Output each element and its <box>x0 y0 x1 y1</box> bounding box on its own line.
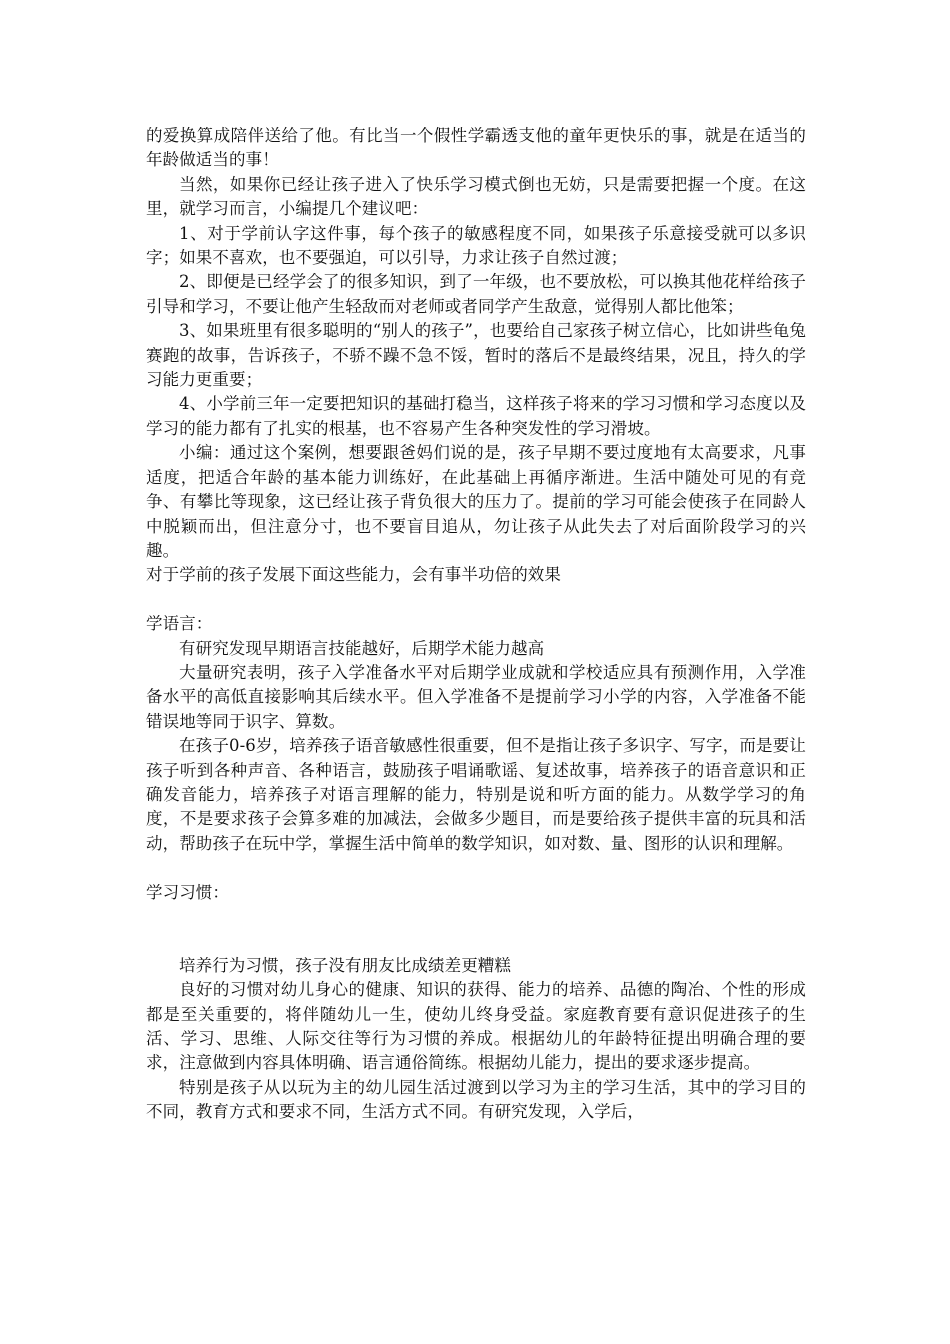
paragraph-suggestions-intro: 当然，如果你已经让孩子进入了快乐学习模式倒也无妨，只是需要把握一个度。在这里，就学习而言，小编提几个建议吧： <box>146 174 806 219</box>
paragraph-habits-importance: 良好的习惯对幼儿身心的健康、知识的获得、能力的培养、品德的陶冶、个性的形成都是至关重要的，将伴随幼儿一生，使幼儿终身受益。家庭教育要有意识促进孩子的生活、学习、思维、人际交往等行为习惯的养成。根据幼儿的年龄特征提出明确合理的要求，注意做到内容具体明确、语言通俗简练。根据幼儿能力，提出的要求逐步提高。 <box>146 980 806 1073</box>
section-heading-habits: 学习习惯： <box>146 882 229 902</box>
paragraph-language-subtitle: 有研究发现早期语言技能越好，后期学术能力越高 <box>179 638 545 658</box>
paragraph-habits-subtitle: 培养行为习惯，孩子没有朋友比成绩差更糟糕 <box>179 955 511 975</box>
paragraph-suggestion-3: 3、如果班里有很多聪明的“别人的孩子”，也要给自己家孩子树立信心，比如讲些龟兔赛跑的故事，告诉孩子，不骄不躁不急不馁，暂时的落后不是最终结果，况且，持久的学习能力更重要； <box>146 321 806 390</box>
paragraph-intro-end: 的爱换算成陪伴送给了他。有比当一个假性学霸透支他的童年更快乐的事，就是在适当的年龄做适当的事！ <box>146 126 806 170</box>
paragraph-language-research: 大量研究表明，孩子入学准备水平对后期学业成就和学校适应具有预测作用，入学准备水平的高低直接影响其后续水平。但入学准备不是提前学习小学的内容，入学准备不能错误地等同于识字、算数。 <box>146 662 806 731</box>
document-page <box>146 124 806 1125</box>
paragraph-habits-transition: 特别是孩子从以玩为主的幼儿园生活过渡到以学习为主的学习生活，其中的学习目的不同，教育方式和要求不同，生活方式不同。有研究发现，入学后， <box>146 1077 806 1122</box>
section-heading-language: 学语言： <box>146 614 213 634</box>
paragraph-abilities-lead: 对于学前的孩子发展下面这些能力，会有事半功倍的效果 <box>146 565 561 585</box>
paragraph-suggestion-2: 2、即便是已经学会了的很多知识，到了一年级，也不要放松，可以换其他花样给孩子引导和学习，不要让他产生轻敌而对老师或者同学产生敌意，觉得别人都比他笨； <box>146 272 806 316</box>
paragraph-language-age: 在孩子0-6岁，培养孩子语音敏感性很重要，但不是指让孩子多识字、写字，而是要让孩子听到各种声音、各种语言，鼓励孩子唱诵歌谣、复述故事，培养孩子的语音意识和正确发音能力，培养孩子对语言理解的能力，特别是说和听方面的能力。从数学学习的角度，不是要求孩子会算多难的加减法，会做多少题目，而是要给孩子提供丰富的玩具和活动，帮助孩子在玩中学，掌握生活中简单的数学知识，如对数、量、图形的认识和理解。 <box>146 736 806 853</box>
paragraph-suggestion-1: 1、对于学前认字这件事，每个孩子的敏感程度不同，如果孩子乐意接受就可以多识字；如果不喜欢，也不要强迫，可以引导，力求让孩子自然过渡； <box>146 223 806 268</box>
paragraph-editor-note: 小编：通过这个案例，想要跟爸妈们说的是，孩子早期不要过度地有太高要求，凡事适度，把适合年龄的基本能力训练好，在此基础上再循序渐进。生活中随处可见的有竞争、有攀比等现象，这已经让孩子背负很大的压力了。提前的学习可能会使孩子在同龄人中脱颖而出，但注意分寸，也不要盲目追从，勿让孩子从此失去了对后面阶段学习的兴趣。 <box>146 443 806 560</box>
paragraph-suggestion-4: 4、小学前三年一定要把知识的基础打稳当，这样孩子将来的学习习惯和学习态度以及学习的能力都有了扎实的根基，也不容易产生各种突发性的学习滑坡。 <box>146 394 806 438</box>
